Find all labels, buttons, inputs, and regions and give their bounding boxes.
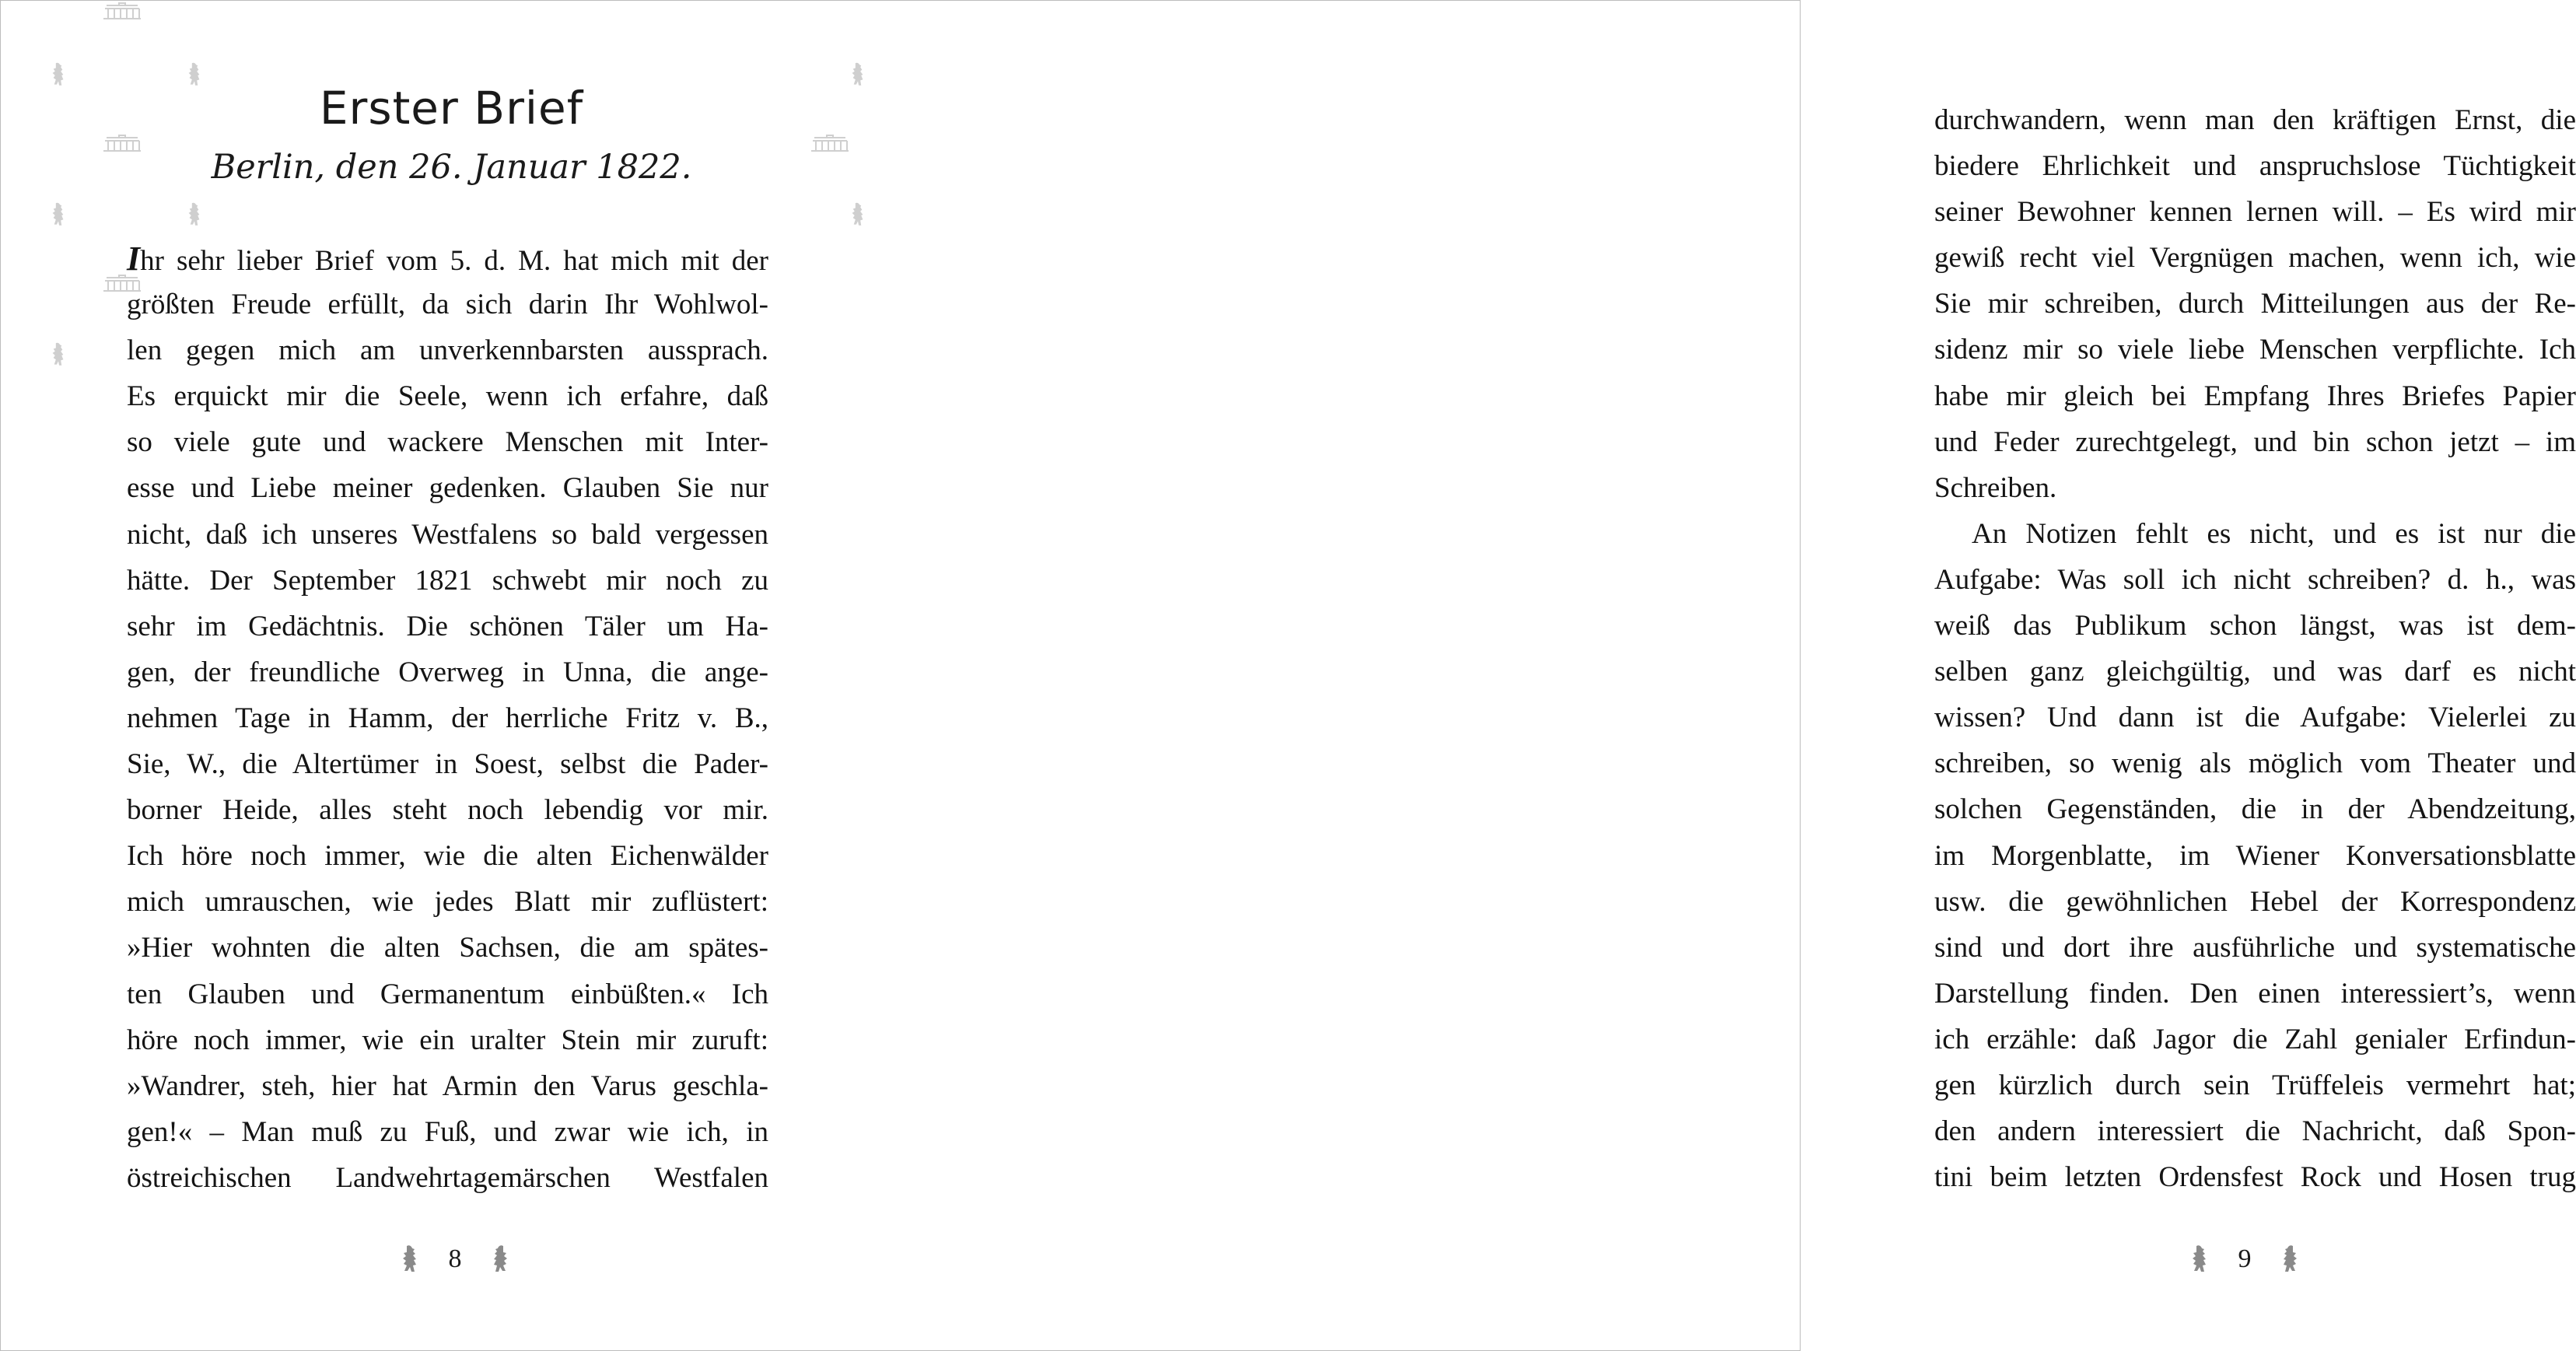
- text-line: und Feder zurechtgelegt, und bin schon jetzt – im: [1934, 425, 2576, 458]
- text-line: Ich höre noch immer, wie die alten Eichenwälder: [127, 840, 768, 873]
- text-line: so viele gute und wackere Menschen mit Inter-: [127, 426, 768, 459]
- page-number: 9: [2238, 1244, 2252, 1273]
- text-line: [127, 236, 768, 282]
- text-line: Sie, W., die Altertümer in Soest, selbst die Pader-: [127, 748, 768, 781]
- text-line: nehmen Tage in Hamm, der herrliche Fritz v. B.,: [127, 702, 768, 734]
- watermark-brandenburg-gate-icon: [810, 135, 850, 152]
- text-line: wissen? Und dann ist die Aufgabe: Vielerlei zu: [1934, 702, 2576, 734]
- text-line: Aufgabe: Was soll ich nicht schreiben? d. h., was: [1934, 563, 2576, 596]
- text-line: »Wandrer, steh, hier hat Armin den Varus geschla-: [127, 1069, 768, 1102]
- text-line: borner Heide, alles steht noch lebendig vor mir.: [127, 794, 768, 827]
- text-line: sind und dort ihre ausführliche und systematische: [1934, 931, 2576, 964]
- page-number: 8: [448, 1244, 462, 1273]
- text-line: ich erzähle: daß Jagor die Zahl genialer Erfindun-: [1934, 1023, 2576, 1055]
- text-line: mich umrauschen, wie jedes Blatt mir zuflüstert:: [127, 886, 768, 919]
- text-line: selben ganz gleichgültig, und was darf es nicht: [1934, 656, 2576, 688]
- text-line: im Morgenblatte, im Wiener Konversationsblatte: [1934, 839, 2576, 872]
- text-line: größten Freude erfüllt, da sich darin Ihr Wohlwol-: [127, 289, 768, 321]
- text-line: biedere Ehrlichkeit und anspruchslose Tüchtigkeit: [1934, 150, 2576, 183]
- text-line: Es erquickt mir die Seele, wenn ich erfahre, daß: [127, 380, 768, 413]
- text-line: An Notizen fehlt es nicht, und es ist nur die: [1972, 517, 2576, 550]
- text-line: tini beim letzten Ordensfest Rock und Hosen trug: [1934, 1161, 2576, 1194]
- text-line: Darstellung finden. Den einen interessiert’s, wenn: [1934, 977, 2576, 1010]
- text-line: seiner Bewohner kennen lernen will. – Es wird mir: [1934, 196, 2576, 229]
- text-line: gen kürzlich durch sein Trüffeleis vermehrt hat;: [1934, 1069, 2576, 1101]
- text-line: hätte. Der September 1821 schwebt mir noch zu: [127, 564, 768, 597]
- text-line: nicht, daß ich unseres Westfalens so bald vergessen: [127, 518, 768, 551]
- first-line-text: hr sehr lieber Brief vom 5. d. M. hat mich mit der: [140, 245, 768, 277]
- text-line: len gegen mich am unverkennbarsten aussprach.: [127, 334, 768, 367]
- berlin-bear-icon: [401, 1244, 419, 1274]
- text-line: Schreiben.: [1934, 471, 2057, 504]
- drop-cap: I: [127, 240, 141, 278]
- page-number-footer-left: [377, 1236, 533, 1283]
- watermark-bear-icon: [47, 61, 69, 89]
- text-line: »Hier wohnten die alten Sachsen, die am spätes-: [127, 932, 768, 964]
- text-line: höre noch immer, wie ein uralter Stein mir zuruft:: [127, 1024, 768, 1056]
- watermark-bear-icon: [847, 61, 869, 89]
- text-line: usw. die gewöhnlichen Hebel der Korrespondenz: [1934, 885, 2576, 918]
- text-line: östreichischen Landwehrtagemärschen Westfalen: [127, 1161, 768, 1194]
- text-line: gewiß recht viel Vergnügen machen, wenn ich, wie: [1934, 242, 2576, 275]
- text-line: solchen Gegenständen, die in der Abendzeitung,: [1934, 793, 2576, 826]
- right-page: [901, 1, 2576, 1350]
- watermark-bear-icon: [847, 201, 869, 229]
- text-line: sidenz mir so viele liebe Menschen verpflichte. Ich: [1934, 334, 2576, 366]
- body-text-right: [1934, 97, 2576, 1200]
- text-line: gen, der freundliche Overweg in Unna, die ange-: [127, 656, 768, 688]
- text-line: esse und Liebe meiner gedenken. Glauben Sie nur: [127, 472, 768, 505]
- text-line: Sie mir schreiben, durch Mitteilungen aus der Re-: [1934, 288, 2576, 320]
- text-line: weiß das Publikum schon längst, was ist dem-: [1934, 610, 2576, 642]
- berlin-bear-icon: [2280, 1244, 2299, 1274]
- left-page: [1, 1, 901, 1350]
- text-line: sehr im Gedächtnis. Die schönen Täler um Ha-: [127, 610, 768, 642]
- text-line: durchwandern, wenn man den kräftigen Ernst, die: [1934, 104, 2576, 136]
- text-line: schreiben, so wenig als möglich vom Theater und: [1934, 747, 2576, 780]
- berlin-bear-icon: [491, 1244, 509, 1274]
- watermark-brandenburg-gate-icon: [102, 2, 142, 19]
- watermark-bear-icon: [47, 341, 69, 369]
- watermark-bear-icon: [184, 201, 205, 229]
- text-line: den andern interessiert die Nachricht, daß Spon-: [1934, 1115, 2576, 1148]
- chapter-title: Erster Brief: [319, 82, 584, 135]
- watermark-bear-icon: [47, 201, 69, 229]
- chapter-dateline: Berlin, den 26. Januar 1822.: [211, 148, 692, 187]
- berlin-bear-icon: [2190, 1244, 2209, 1274]
- page-number-footer-right: [2167, 1236, 2322, 1283]
- text-line: habe mir gleich bei Empfang Ihres Briefes Papier: [1934, 380, 2576, 412]
- text-line: ten Glauben und Germanentum einbüßten.« Ich: [127, 978, 768, 1010]
- text-line: gen!« – Man muß zu Fuß, und zwar wie ich, in: [127, 1115, 768, 1148]
- body-text-left: [127, 236, 768, 1201]
